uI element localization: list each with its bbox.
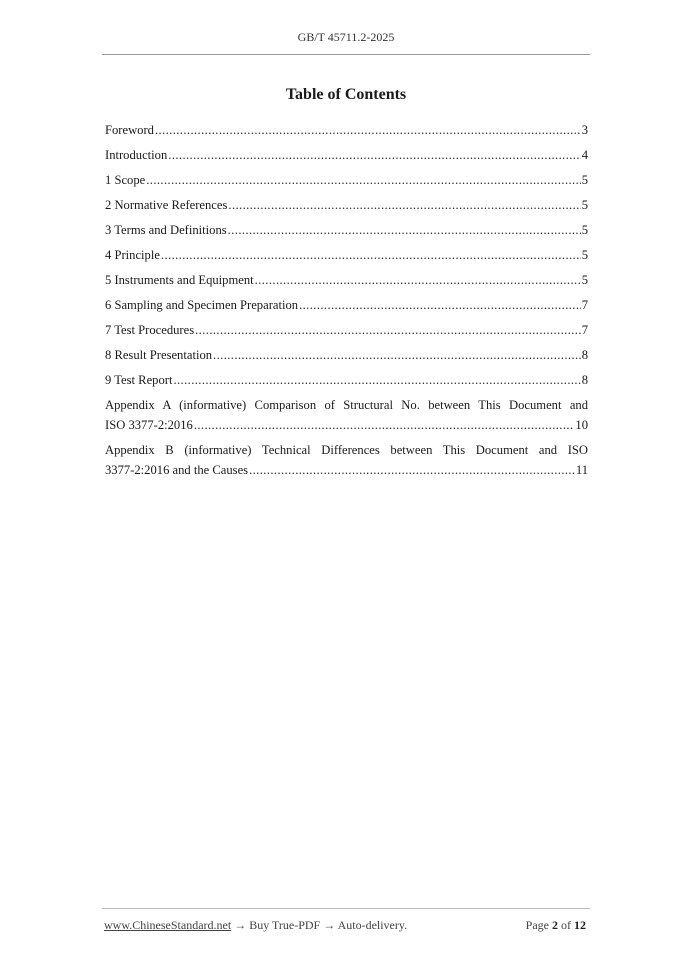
page-footer xyxy=(104,918,586,933)
toc-leader-dots xyxy=(213,345,581,365)
toc-entry-label-line2: ISO 3377-2:2016 xyxy=(105,418,193,432)
toc-leader-dots xyxy=(194,415,575,435)
page-total: 12 xyxy=(574,918,586,932)
toc-entry-test-report[interactable] xyxy=(105,370,588,395)
toc-entry-test-procedures[interactable] xyxy=(105,320,588,345)
toc-entry-page: 10 xyxy=(575,418,588,432)
site-link[interactable]: www.ChineseStandard.net xyxy=(104,918,232,932)
toc-leader-dots xyxy=(195,320,581,340)
toc-leader-dots xyxy=(228,220,581,240)
toc-leader-dots xyxy=(255,270,581,290)
toc-entry-page: 5 xyxy=(581,198,588,212)
toc-entry-page: 4 xyxy=(581,148,588,162)
toc-leader-dots xyxy=(173,370,580,390)
toc-entry-terms-definitions[interactable] xyxy=(105,220,588,245)
toc-entry-appendix-b[interactable] xyxy=(105,440,588,480)
footer-left xyxy=(104,918,407,933)
toc-entry-page: 8 xyxy=(581,373,588,387)
document-number-header: GB/T 45711.2-2025 xyxy=(297,30,395,44)
toc-entry-page: 5 xyxy=(581,223,588,237)
page-current: 2 xyxy=(552,918,558,932)
page-word: Page xyxy=(525,918,549,932)
toc-entry-label: 3 Terms and Definitions xyxy=(105,223,227,237)
toc-entry-appendix-a[interactable] xyxy=(105,395,588,435)
toc-entry-label: 8 Result Presentation xyxy=(105,348,213,362)
toc-entry-label-line1: Appendix A (informative) Comparison of Structural No. between This Document and xyxy=(105,398,588,412)
toc-entry-label: 1 Scope xyxy=(105,173,146,187)
toc-entry-label: 9 Test Report xyxy=(105,373,173,387)
toc-entry-sampling-specimen[interactable] xyxy=(105,295,588,320)
toc-entry-page: 8 xyxy=(581,348,588,362)
toc-entry-label: 5 Instruments and Equipment xyxy=(105,273,254,287)
toc-entry-label: 4 Principle xyxy=(105,248,160,262)
toc-entry-principle[interactable] xyxy=(105,245,588,270)
toc-entry-introduction[interactable] xyxy=(105,145,588,170)
toc-entry-label: 2 Normative References xyxy=(105,198,228,212)
footer-divider xyxy=(102,908,590,909)
toc-leader-dots xyxy=(299,295,581,315)
table-of-contents xyxy=(105,120,588,485)
toc-entry-label: 6 Sampling and Specimen Preparation xyxy=(105,298,299,312)
toc-entry-result-presentation[interactable] xyxy=(105,345,588,370)
toc-entry-page: 5 xyxy=(581,173,588,187)
header-divider xyxy=(102,54,590,55)
toc-leader-dots xyxy=(249,460,575,480)
toc-entry-scope[interactable] xyxy=(105,170,588,195)
toc-entry-page: 11 xyxy=(575,463,588,477)
toc-entry-label-line2: 3377-2:2016 and the Causes xyxy=(105,463,249,477)
toc-entry-foreword[interactable] xyxy=(105,120,588,145)
page-of: of xyxy=(561,918,571,932)
page-indicator xyxy=(526,918,586,933)
toc-leader-dots xyxy=(161,245,581,265)
footer-tagline: → Buy True-PDF → Auto-delivery. xyxy=(234,918,408,932)
toc-entry-label: Foreword xyxy=(105,123,154,137)
toc-leader-dots xyxy=(146,170,580,190)
page-title: Table of Contents xyxy=(285,86,407,103)
toc-entry-label: 7 Test Procedures xyxy=(105,323,195,337)
toc-entry-page: 5 xyxy=(581,273,588,287)
toc-entry-label: Introduction xyxy=(105,148,168,162)
toc-entry-normative-references[interactable] xyxy=(105,195,588,220)
toc-entry-page: 7 xyxy=(581,298,588,312)
toc-entry-page: 7 xyxy=(581,323,588,337)
toc-entry-label-line1: Appendix B (informative) Technical Differences between This Document and ISO xyxy=(105,443,588,457)
toc-entry-instruments-equipment[interactable] xyxy=(105,270,588,295)
toc-leader-dots xyxy=(155,120,581,140)
toc-leader-dots xyxy=(228,195,580,215)
toc-leader-dots xyxy=(168,145,580,165)
toc-entry-page: 5 xyxy=(581,248,588,262)
toc-entry-page: 3 xyxy=(581,123,588,137)
